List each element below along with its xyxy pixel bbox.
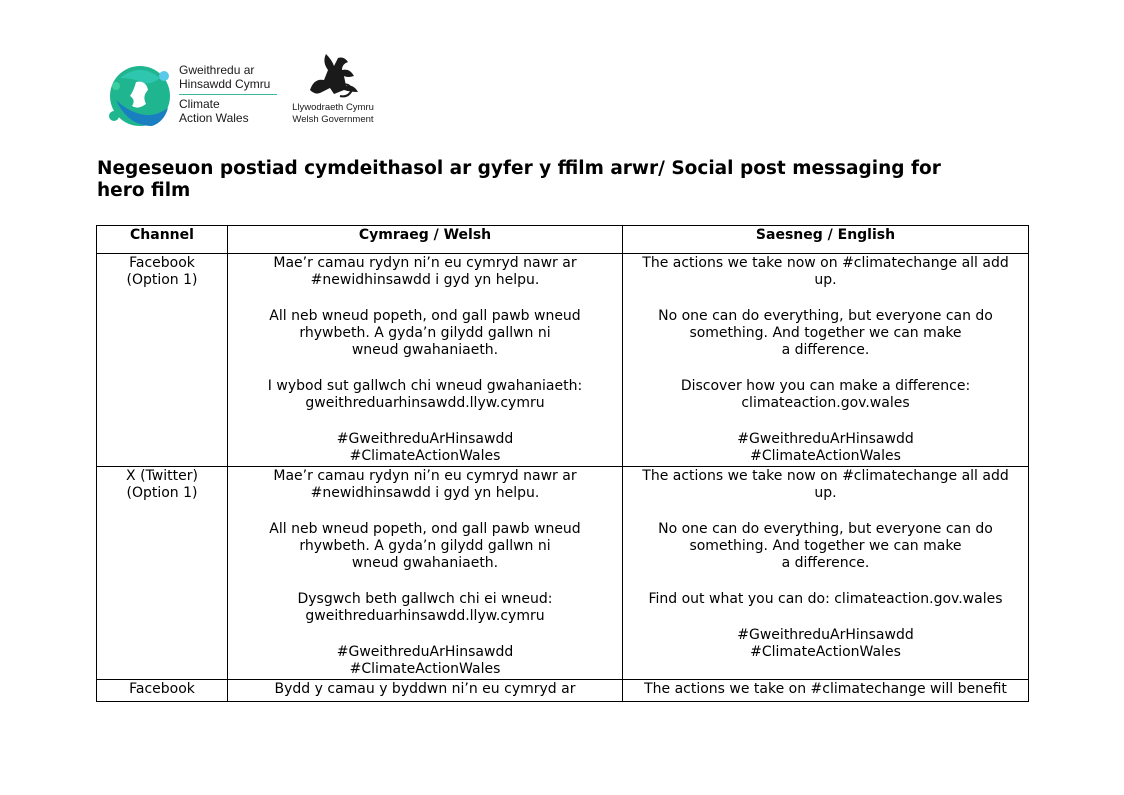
messaging-table [96, 225, 1029, 702]
table-row [97, 680, 1029, 702]
table-row [97, 254, 1029, 467]
welsh-message-cell: Bydd y camau y byddwn ni’n eu cymryd ar [228, 680, 623, 702]
welsh-government-wordmark: Llywodraeth Cymru Welsh Government [292, 102, 374, 125]
english-message-cell: The actions we take now on #climatechange all add up. No one can do everything, but everyone can do something. And together we can make a difference. Discover how you can make a difference: climateaction.gov.wales #GweithreduArHinsawdd #ClimateActionWales [623, 254, 1029, 467]
welsh-message-cell: Mae’r camau rydyn ni’n eu cymryd nawr ar #newidhinsawdd i gyd yn helpu. All neb wneud popeth, ond gall pawb wneud rhywbeth. A gyda’n gilydd gallwn ni wneud gwahaniaeth. I wybod sut gallwch chi wneud gwahaniaeth: gweithreduarhinsawdd.llyw.cymru #GweithreduArHinsawdd #ClimateActionWales [228, 254, 623, 467]
page-title: Negeseuon postiad cymdeithasol ar gyfer y ffilm arwr/ Social post messaging for hero film [97, 158, 941, 201]
channel-cell: Facebook (Option 1) [97, 254, 228, 467]
channel-cell: Facebook [97, 680, 228, 702]
column-header-channel: Channel [97, 226, 228, 254]
welsh-message-cell: Mae’r camau rydyn ni’n eu cymryd nawr ar #newidhinsawdd i gyd yn helpu. All neb wneud popeth, ond gall pawb wneud rhywbeth. A gyda’n gilydd gallwn ni wneud gwahaniaeth. Dysgwch beth gallwch chi ei wneud: gweithreduarhinsawdd.llyw.cymru #GweithreduArHinsawdd #ClimateActionWales [228, 467, 623, 680]
welsh-government-logo [292, 50, 374, 134]
english-message-cell: The actions we take on #climatechange will benefit [623, 680, 1029, 702]
climate-action-wales-logo [106, 56, 286, 132]
english-message-cell: The actions we take now on #climatechange all add up. No one can do everything, but everyone can do something. And together we can make a difference. Find out what you can do: climateaction.gov.wales #GweithreduArHinsawdd #ClimateActionWales [623, 467, 1029, 680]
table-header-row [97, 226, 1029, 254]
table-row [97, 467, 1029, 680]
globe-wales-icon [106, 56, 176, 132]
welsh-dragon-icon [304, 50, 362, 100]
channel-cell: X (Twitter) (Option 1) [97, 467, 228, 680]
column-header-welsh: Cymraeg / Welsh [228, 226, 623, 254]
column-header-english: Saesneg / English [623, 226, 1029, 254]
climate-action-wales-wordmark: Gweithredu ar Hinsawdd Cymru Climate Action Wales [179, 64, 277, 125]
